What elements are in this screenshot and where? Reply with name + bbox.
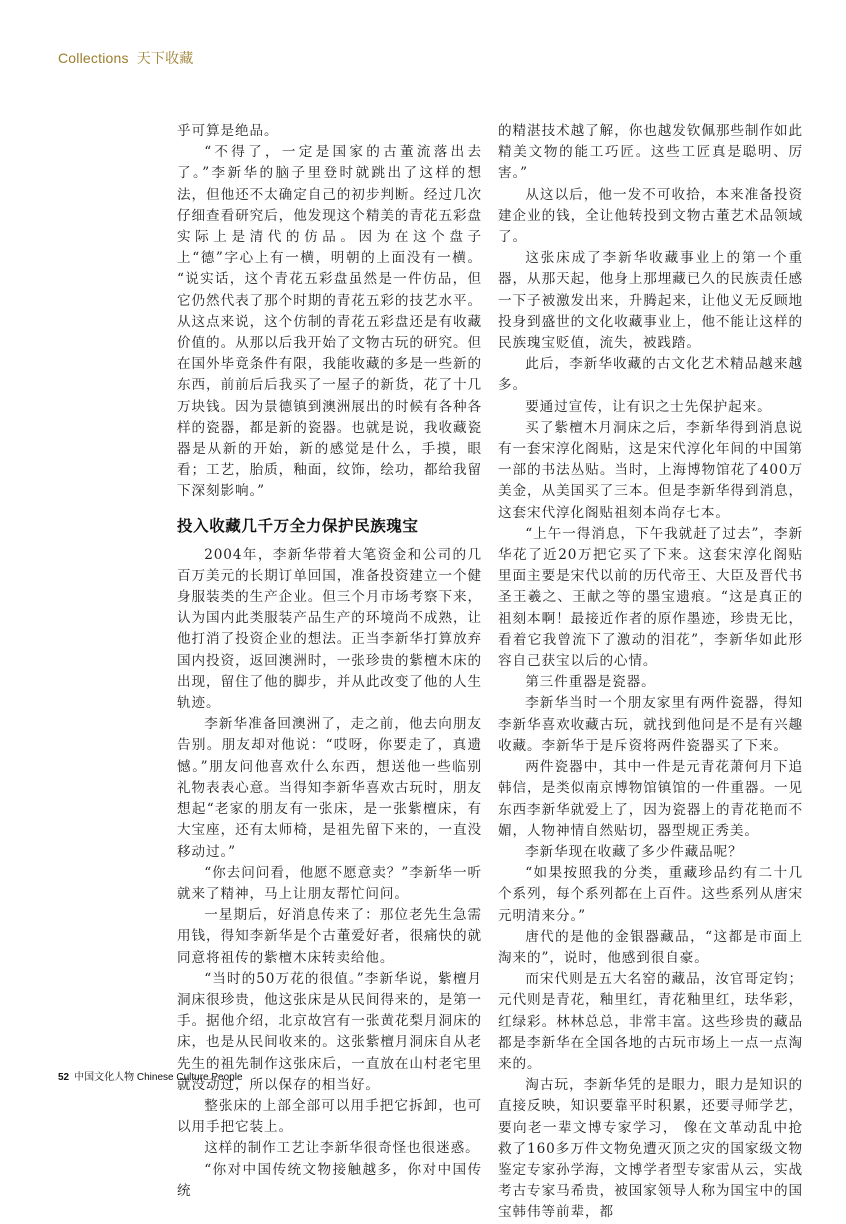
article-column-left: [177, 121, 482, 1202]
paragraph: 从这以后，他一发不可收拾，本来准备投资建企业的钱，全让他转投到文物古董艺术品领域了。: [498, 186, 803, 246]
publication-name: 中国文化人物 Chinese Culture People: [74, 1072, 243, 1083]
paragraph: 整张床的上部全部可以用手把它拆卸，也可以用手把它装上。: [177, 1097, 482, 1136]
paragraph: 第三件重器是瓷器。: [525, 674, 656, 691]
paragraph: 两件瓷器中，其中一件是元青花萧何月下追韩信，是类似南京博物馆镇馆的一件重器。一见东西李新华就爱上了，因为瓷器上的青花艳而不媚，人物神情自然贴切，器型规正秀美。: [498, 759, 803, 839]
paragraph: 这张床成了李新华收藏事业上的第一个重器，从那天起，他身上那埋藏已久的民族责任感一下子被激发出来，升腾起来，让他义无反顾地投身到盛世的文化收藏事业上，他不能让这样的民族瑰宝贬值，流失，被践踏。: [498, 250, 803, 352]
paragraph: 唐代的是他的金银器藏品，“这都是市面上淘来的”，说时，他感到很自豪。: [498, 928, 803, 966]
paragraph: 此后，李新华收藏的古文化艺术精品越来越多。: [498, 356, 803, 394]
section-title-en: Collections: [58, 50, 129, 66]
paragraph: “上午一得消息，下午我就赶了过去”，李新华花了近20万把它买了下来。这套宋淳化阁贴里面主要是宋代以前的历代帝王、大臣及晋代书圣王羲之、王献之等的墨宝遗痕。“这是真正的祖刻本啊！最接近作者的原作墨迹，珍贵无比，看着它我曾流下了激动的泪花”，李新华如此形容自己获宝以后的心情。: [498, 525, 803, 670]
paragraph: 这样的制作工艺让李新华很奇怪也很迷惑。: [204, 1140, 480, 1157]
paragraph: 要通过宣传，让有识之士先保护起来。: [525, 398, 772, 415]
page-number: 52: [58, 1072, 70, 1083]
page-footer: [58, 1068, 243, 1083]
paragraph: “当时的50万花的很值。”李新华说，紫檀月洞床很珍贵，他这张床是从民间得来的，是第一手。据他介绍，北京故宫有一张黄花梨月洞床的床，也是从民间收来的。这张紫檀月洞床自从老先生的祖先制作这张床后，一直放在山村老宅里就没动过，所以保存的相当好。: [177, 970, 482, 1093]
paragraph: 的精湛技术越了解，你也越发钦佩那些制作如此精美文物的能工巧匠。这些工匠真是聪明、厉害。”: [498, 123, 803, 182]
paragraph: 乎可算是绝品。: [177, 123, 279, 139]
paragraph: “不得了，一定是国家的古董流落出去了。”李新华的脑子里登时就跳出了这样的想法，但他还不太确定自己的初步判断。经过几次仔细查看研究后，他发现这个精美的青花五彩盘实际上是清代的仿品。因为在这个盘子上“德”字心上有一横，明朝的上面没有一横。 “说实话，这个青花五彩盘虽然是一件仿品，但它仍然代表了那个时期的青花五彩的技艺水平。从这点来说，这个仿制的青花五彩盘还是有收藏价值的。从那以后我开始了文物古玩的研究。但在国外毕竟条件有限，我能收藏的多是一些新的东西，前前后后我买了一屋子的新货，花了十几万块钱。因为景德镇到澳洲展出的时候有各种各样的瓷器，都是新的瓷器。也就是说，我收藏瓷器是从新的开始，新的感觉是什么，手摸，眼看；工艺，胎质，釉面，纹饰，绘功，都给我留下深刻影响。”: [177, 144, 482, 500]
paragraph: 而宋代则是五大名窑的藏品，汝官哥定钧；元代则是青花，釉里红，青花釉里红，珐华彩，红绿彩。林林总总，非常丰富。这些珍贵的藏品都是李新华在全国各地的古玩市场上一点一点淘来的。: [498, 971, 803, 1072]
paragraph: 一星期后，好消息传来了：那位老先生急需用钱，得知李新华是个古董爱好者，很痛快的就同意将祖传的紫檀木床转卖给他。: [177, 907, 482, 966]
paragraph: 李新华准备回澳洲了，走之前，他去向朋友告别。朋友却对他说：“哎呀，你要走了，真遗憾。”朋友问他喜欢什么东西，想送他一些临别礼物表表心意。当得知李新华喜欢古玩时，朋友想起“老家的朋友有一张床，是一张紫檀床，有大宝座，还有太师椅，是祖先留下来的，一直没移动过。”: [177, 716, 482, 860]
article-column-right: [498, 121, 803, 1224]
section-title-zh: 天下收藏: [136, 50, 194, 66]
section-header: [58, 48, 194, 68]
paragraph: 2004年，李新华带着大笔资金和公司的几百万美元的长期订单回国，准备投资建立一个健身服装类的生产企业。但三个月市场考察下来，认为国内此类服装产品生产的环境尚不成熟，让他打消了投资企业的想法。正当李新华打算放弃国内投资，返回澳洲时，一张珍贵的紫檀木床的出现，留住了他的脚步，并从此改变了他的人生轨迹。: [177, 546, 482, 712]
paragraph: 李新华现在收藏了多少件藏品呢？: [525, 843, 743, 860]
paragraph: 李新华当时一个朋友家里有两件瓷器，得知李新华喜欢收藏古玩，就找到他问是不是有兴趣收藏。李新华于是斥资将两件瓷器买了下来。: [498, 695, 803, 754]
paragraph: 淘古玩，李新华凭的是眼力，眼力是知识的直接反映，知识要靠平时积累，还要寻师学艺，要向老一辈文博专家学习， 像在文革动乱中抢救了160多万件文物免遭灭顶之灾的国家级文物鉴定专家孙学海，文博学者型专家雷从云，实战考古专家马希贵，被国家领导人称为国宝中的国宝韩伟等前辈，都: [498, 1077, 803, 1221]
paragraph: “你对中国传统文物接触越多，你对中国传统: [177, 1161, 482, 1199]
paragraph: 买了紫檀木月洞床之后，李新华得到消息说有一套宋淳化阁贴，这是宋代淳化年间的中国第一部的书法丛贴。当时，上海博物馆花了400万美金，从美国买了三本。但是李新华得到消息，这套宋代淳化阁贴祖刻本尚存七本。: [498, 419, 803, 521]
paragraph: “你去问问看，他愿不愿意卖？”李新华一听就来了精神，马上让朋友帮忙问问。: [177, 864, 482, 902]
paragraph: “如果按照我的分类，重藏珍品约有二十几个系列，每个系列都在上百件。这些系列从唐宋元明清来分。”: [498, 865, 803, 924]
section-heading: 投入收藏几千万全力保护民族瑰宝: [177, 516, 419, 535]
